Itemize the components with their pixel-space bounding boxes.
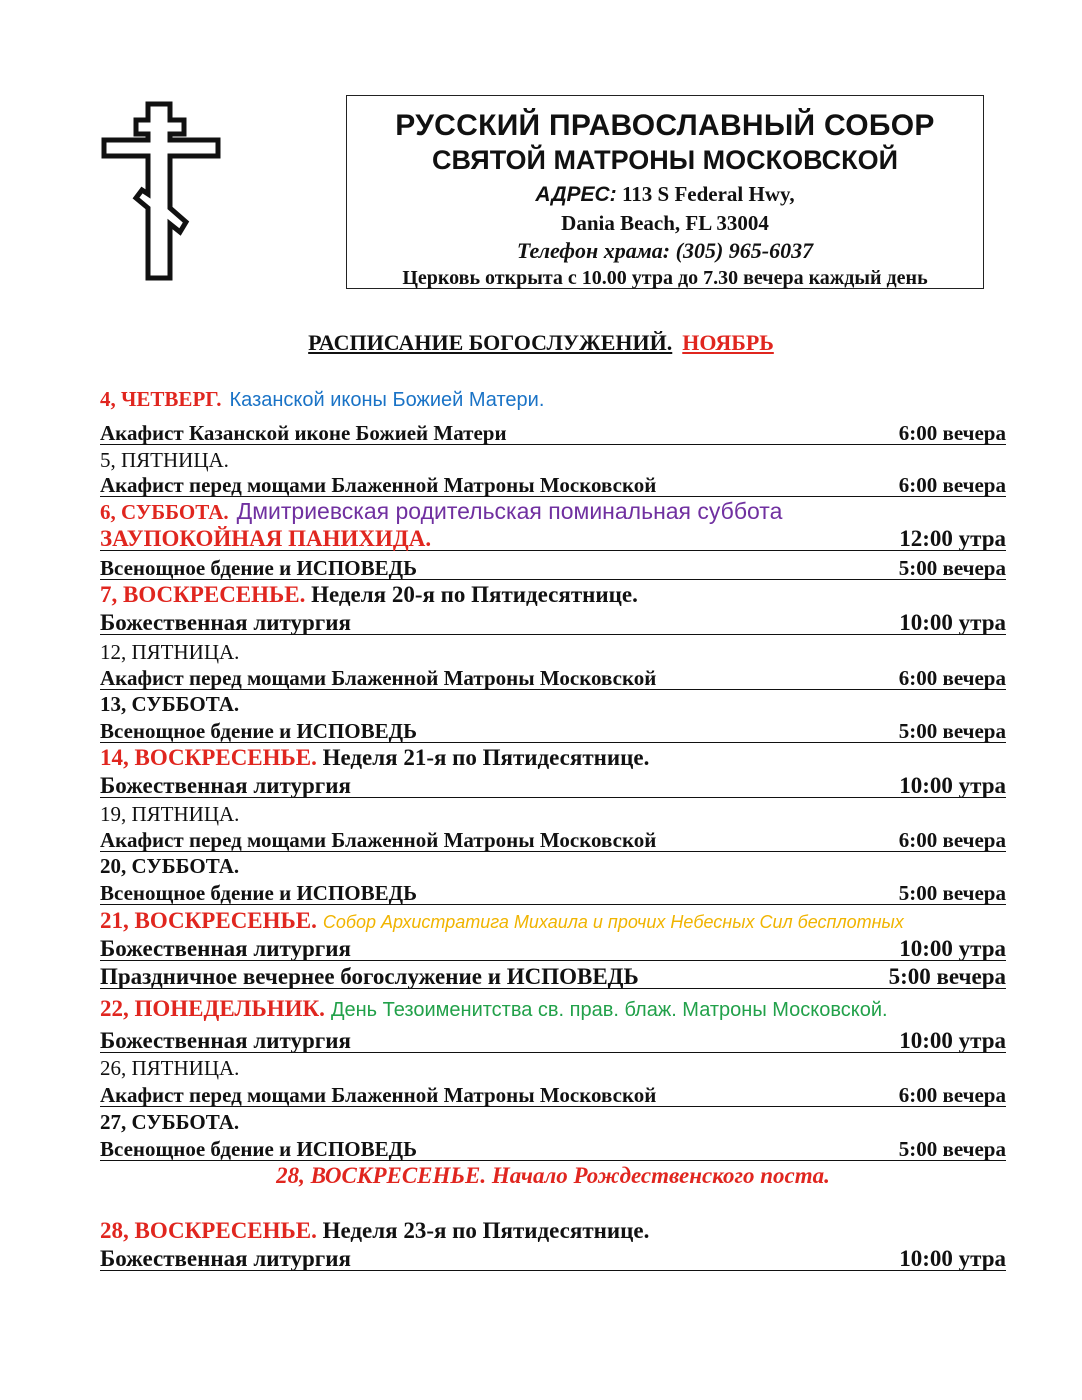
service-row: Божественная литургия 10:00 утра bbox=[100, 936, 1006, 961]
day-header: 4, ЧЕТВЕРГ. Казанской иконы Божией Матери. bbox=[100, 387, 545, 411]
church-subtitle: СВЯТОЙ МАТРОНЫ МОСКОВСКОЙ bbox=[431, 145, 898, 175]
day-header: 12, ПЯТНИЦА. bbox=[100, 640, 240, 664]
opening-hours: Церковь открыта с 10.00 утра до 7.30 вечера каждый день bbox=[402, 267, 928, 289]
church-title: РУССКИЙ ПРАВОСЛАВНЫЙ СОБОР bbox=[395, 109, 935, 142]
phone: Телефон храма: (305) 965-6037 bbox=[516, 238, 814, 263]
service-row: Всенощное бдение и ИСПОВЕДЬ 5:00 вечера bbox=[100, 719, 1006, 743]
service-row: Божественная литургия 10:00 утра bbox=[100, 1028, 1006, 1053]
day-header: 13, СУББОТА. bbox=[100, 692, 240, 716]
day-header: 19, ПЯТНИЦА. bbox=[100, 802, 240, 826]
service-row: Акафист перед мощами Блаженной Матроны Московской 6:00 вечера bbox=[100, 828, 1006, 852]
day-header: 20, СУББОТА. bbox=[100, 854, 240, 878]
service-row: Акафист перед мощами Блаженной Матроны Московской 6:00 вечера bbox=[100, 1083, 1006, 1107]
schedule-title: РАСПИСАНИЕ БОГОСЛУЖЕНИЙ. НОЯБРЬ bbox=[308, 330, 774, 355]
service-row: Акафист перед мощами Блаженной Матроны Московской 6:00 вечера bbox=[100, 473, 1006, 497]
service-row: Божественная литургия 10:00 утра bbox=[100, 610, 1006, 635]
service-row: Божественная литургия 10:00 утра bbox=[100, 1246, 1006, 1271]
day-header: 5, ПЯТНИЦА. bbox=[100, 448, 229, 472]
service-row: Акафист Казанской иконе Божией Матери 6:00 вечера bbox=[100, 421, 1006, 445]
day-header: 27, СУББОТА. bbox=[100, 1110, 240, 1134]
day-header: 21, ВОСКРЕСЕНЬЕ. Собор Архистратига Михаила и прочих Небесных Сил бесплотных bbox=[100, 908, 904, 933]
service-row: Божественная литургия 10:00 утра bbox=[100, 773, 1006, 798]
service-row: Акафист перед мощами Блаженной Матроны Московской 6:00 вечера bbox=[100, 666, 1006, 690]
service-row: Праздничное вечернее богослужение и ИСПОВЕДЬ 5:00 вечера bbox=[100, 964, 1006, 989]
service-row: Всенощное бдение и ИСПОВЕДЬ 5:00 вечера bbox=[100, 881, 1006, 905]
address-label: АДРЕС: bbox=[535, 183, 617, 206]
fast-notice: 28, ВОСКРЕСЕНЬЕ. Начало Рождественского поста. bbox=[276, 1163, 830, 1188]
church-info-box bbox=[346, 95, 984, 289]
day-header: 28, ВОСКРЕСЕНЬЕ. Неделя 23-я по Пятидесятнице. bbox=[100, 1218, 650, 1243]
service-row: ЗАУПОКОЙНАЯ ПАНИХИДА. 12:00 утра bbox=[100, 526, 1006, 551]
day-header: 22, ПОНЕДЕЛЬНИК. День Тезоименитства св. прав. блаж. Матроны Московской. bbox=[100, 996, 888, 1021]
day-header: 6, СУББОТА. Дмитриевская родительская поминальная суббота bbox=[100, 498, 783, 524]
orthodox-cross-icon bbox=[100, 100, 222, 282]
address-line-1 bbox=[347, 180, 983, 209]
service-row: Всенощное бдение и ИСПОВЕДЬ 5:00 вечера bbox=[100, 1137, 1006, 1161]
service-row: Всенощное бдение и ИСПОВЕДЬ 5:00 вечера bbox=[100, 556, 1006, 580]
schedule-month: НОЯБРЬ bbox=[682, 330, 774, 355]
address-street: 113 S Federal Hwy, bbox=[621, 182, 795, 206]
day-header: 14, ВОСКРЕСЕНЬЕ. Неделя 21-я по Пятидесятнице. bbox=[100, 745, 650, 770]
day-header: 7, ВОСКРЕСЕНЬЕ. Неделя 20-я по Пятидесятнице. bbox=[100, 582, 638, 607]
day-header: 26, ПЯТНИЦА. bbox=[100, 1056, 240, 1080]
address-line-2: Dania Beach, FL 33004 bbox=[561, 211, 769, 235]
